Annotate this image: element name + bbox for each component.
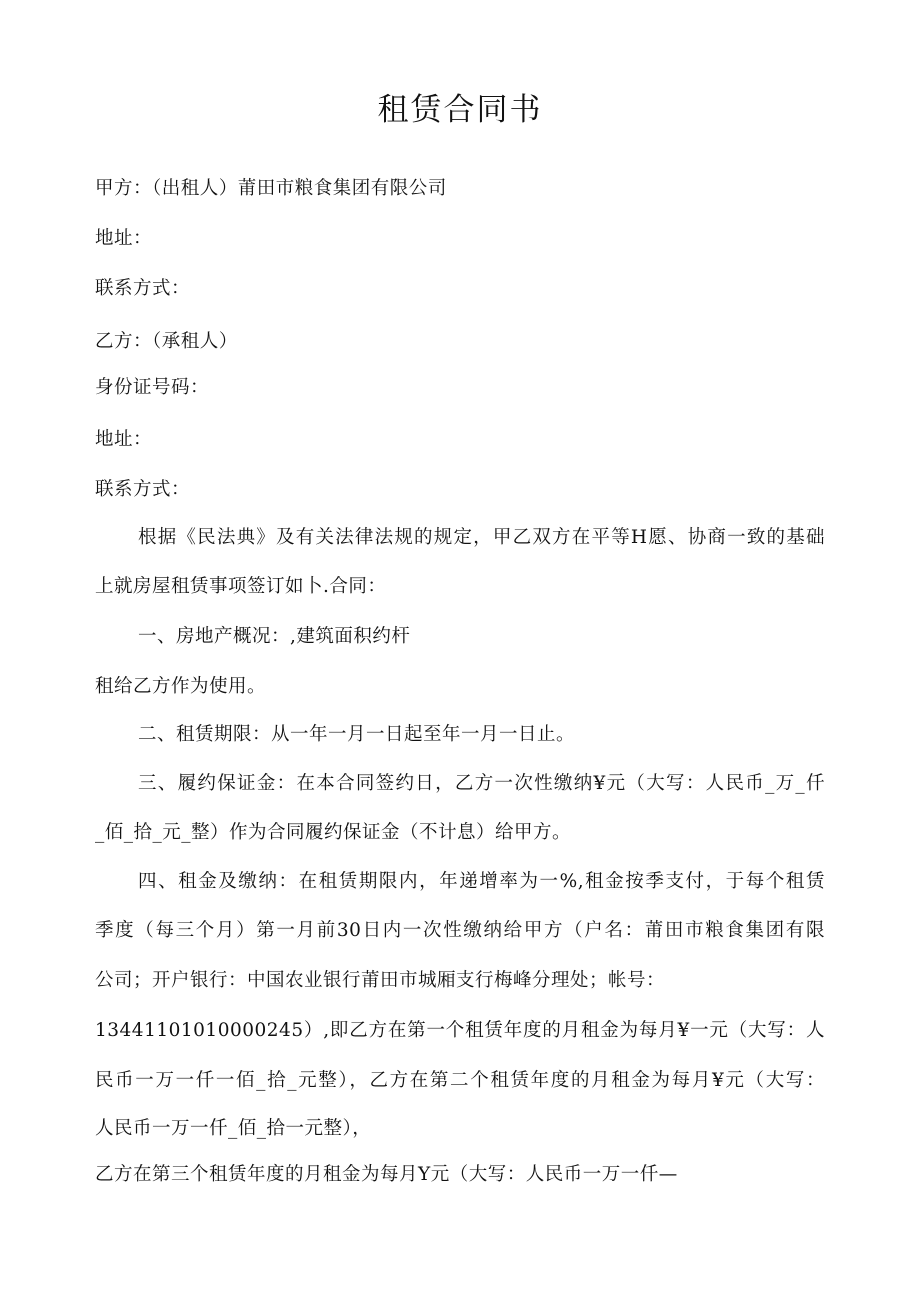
party-a-contact-line: 联系方式： — [95, 278, 191, 299]
party-b-line: 乙方：（承租人） — [95, 331, 238, 352]
clause-4-line-7: 乙方在第三个租赁年度的月租金为每月Y元（大写：人民币一万一仟— — [95, 1164, 678, 1185]
preamble-line-1: 根据《民法典》及有关法律法规的规定，甲乙双方在平等H愿、协商一致的基础 — [138, 527, 825, 548]
clause-4-line-5: 民币一万一仟一佰_拾_元整），乙方在第二个租赁年度的月租金为每月¥元（大写： — [95, 1070, 825, 1091]
clause-4-line-1: 四、租金及缴纳：在租赁期限内，年递增率为一%,租金按季支付，于每个租赁 — [138, 871, 825, 892]
party-b-contact-line: 联系方式： — [95, 479, 191, 500]
party-b-id-line: 身份证号码： — [95, 377, 210, 398]
document-title: 租赁合同书 — [377, 92, 543, 128]
clause-4-line-4: 13441101010000245）,即乙方在第一个租赁年度的月租金为每月¥一元（大写：人 — [95, 1020, 825, 1041]
party-a-address-line: 地址： — [95, 228, 153, 249]
party-b-address-line: 地址： — [95, 429, 153, 450]
party-a-line: 甲方：（出租人）莆田市粮食集团有限公司 — [95, 178, 447, 199]
clause-4-line-6: 人民币一万一仟_佰_拾一元整）， — [95, 1118, 372, 1139]
clause-3-line-1: 三、履约保证金：在本合同签约日，乙方一次性缴纳¥元（大写：人民币_万_仟 — [138, 773, 825, 794]
preamble-line-2: 上就房屋租赁事项签订如卜.合同： — [95, 576, 387, 597]
clause-1-line-2: 租给乙方作为使用。 — [95, 676, 267, 697]
clause-4-line-2: 季度（每三个月）第一月前30日内一次性缴纳给甲方（户名：莆田市粮食集团有限 — [95, 920, 825, 941]
clause-4-line-3: 公司；开户银行：中国农业银行莆田市城厢支行梅峰分理处；帐号： — [95, 970, 666, 991]
clause-2-line: 二、租赁期限：从一年一月一日起至年一月一日止。 — [138, 724, 576, 745]
clause-1-line-1: 一、房地产概况：,建筑面积约杆 — [138, 626, 411, 647]
clause-3-line-2: _佰_拾_元_整）作为合同履约保证金（不计息）给甲方。 — [95, 822, 572, 843]
